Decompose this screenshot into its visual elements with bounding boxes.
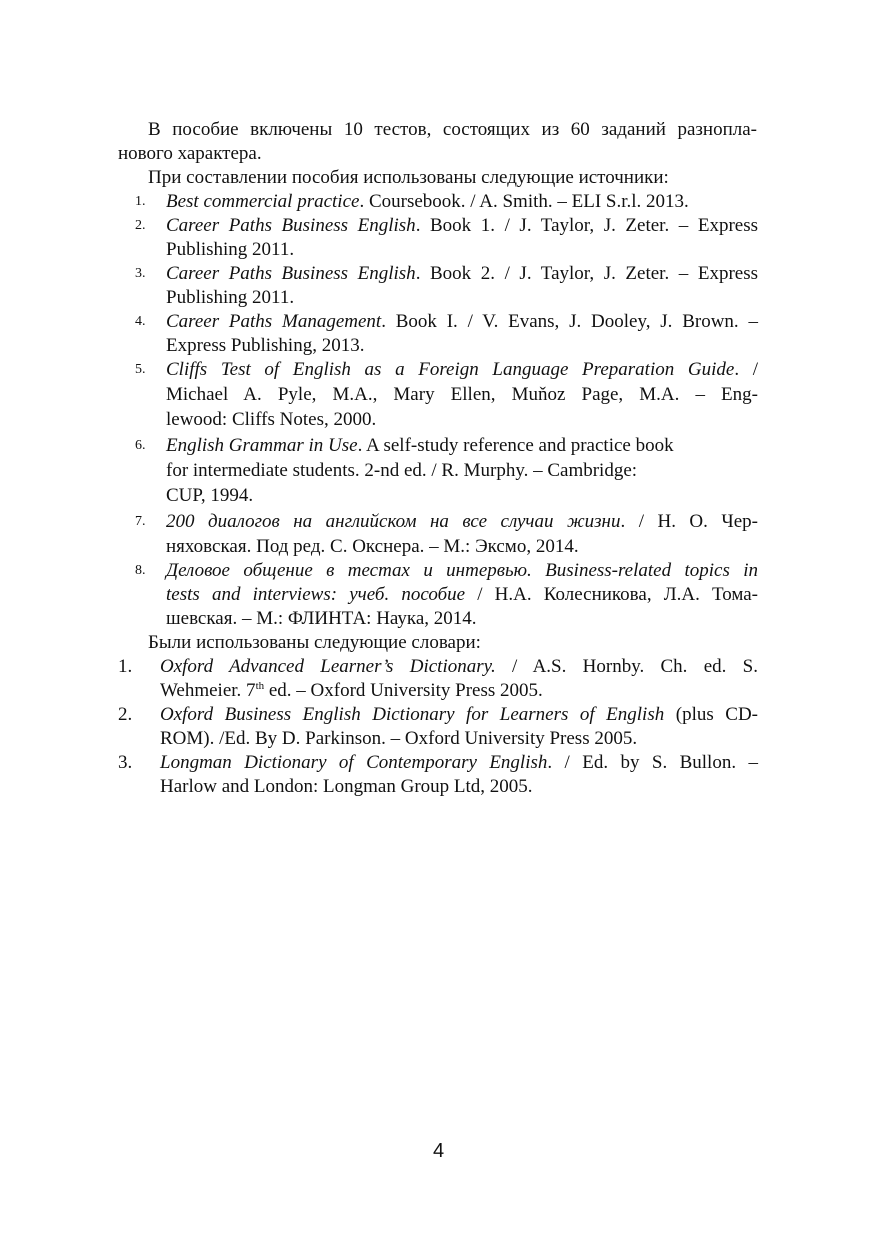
list-item-continuation: CUP, 1994. bbox=[166, 485, 254, 506]
list-item-continuation: Publishing 2011. bbox=[166, 287, 295, 308]
list-item-text: Best commercial practice. Coursebook. / A. Smith. – ELI S.r.l. 2013. bbox=[166, 191, 689, 212]
list-item-number: 2. bbox=[135, 218, 146, 233]
list-item-continuation: ROM). /Ed. By D. Parkinson. – Oxford University Press 2005. bbox=[160, 728, 638, 749]
list-item-text: 200 диалогов на английском на все случаи жизни. / Н. О. Чер- bbox=[166, 511, 758, 532]
list-item-text: Career Paths Management. Book I. / V. Evans, J. Dooley, J. Brown. – bbox=[166, 311, 758, 332]
sources-heading: При составлении пособия использованы следующие источники: bbox=[148, 167, 669, 188]
list-item-continuation: tests and interviews: учеб. пособие / Н.А. Колесникова, Л.А. Тома- bbox=[166, 584, 758, 605]
list-item-text: Career Paths Business English. Book 2. / J. Taylor, J. Zeter. – Express bbox=[166, 263, 758, 284]
list-item-number: 3. bbox=[118, 752, 133, 773]
list-item-continuation: Wehmeier. 7th ed. – Oxford University Press 2005. bbox=[160, 680, 543, 701]
list-item-continuation: Publishing 2011. bbox=[166, 239, 295, 260]
list-item-text: Oxford Business English Dictionary for Learners of English (plus CD- bbox=[160, 704, 758, 725]
list-item-text: Longman Dictionary of Contemporary English. / Ed. by S. Bullon. – bbox=[160, 752, 758, 773]
list-item-number: 4. bbox=[135, 314, 146, 329]
list-item-number: 7. bbox=[135, 514, 146, 529]
intro-line-2: нового характера. bbox=[118, 143, 262, 164]
list-item-continuation: шевская. – М.: ФЛИНТА: Наука, 2014. bbox=[166, 608, 477, 629]
dictionaries-heading: Были использованы следующие словари: bbox=[148, 632, 481, 653]
list-item-number: 6. bbox=[135, 438, 146, 453]
list-item-text: English Grammar in Use. A self-study reference and practice book bbox=[166, 435, 674, 456]
list-item-continuation: няховская. Под ред. С. Окснера. – М.: Эксмо, 2014. bbox=[166, 536, 579, 557]
list-item-number: 1. bbox=[135, 194, 146, 209]
page-number: 4 bbox=[432, 1140, 445, 1162]
list-item-continuation: Harlow and London: Longman Group Ltd, 2005. bbox=[160, 776, 533, 797]
list-item-number: 8. bbox=[135, 563, 146, 578]
list-item-number: 3. bbox=[135, 266, 146, 281]
list-item-text: Cliffs Test of English as a Foreign Language Preparation Guide. / bbox=[166, 359, 758, 380]
list-item-text: Career Paths Business English. Book 1. / J. Taylor, J. Zeter. – Express bbox=[166, 215, 758, 236]
list-item-continuation: for intermediate students. 2-nd ed. / R. Murphy. – Cambridge: bbox=[166, 460, 638, 481]
list-item-text: Oxford Advanced Learner’s Dictionary. / A.S. Hornby. Ch. ed. S. bbox=[160, 656, 758, 677]
list-item-continuation: Express Publishing, 2013. bbox=[166, 335, 365, 356]
list-item-continuation: lewood: Cliffs Notes, 2000. bbox=[166, 409, 377, 430]
list-item-continuation: Michael A. Pyle, M.A., Mary Ellen, Muňoz Page, M.A. – Eng- bbox=[166, 384, 758, 405]
list-item-text: Деловое общение в тестах и интервью. Business-related topics in bbox=[166, 560, 758, 581]
list-item-number: 5. bbox=[135, 362, 146, 377]
list-item-number: 1. bbox=[118, 656, 133, 677]
list-item-number: 2. bbox=[118, 704, 133, 725]
intro-line-1: В пособие включены 10 тестов, состоящих из 60 заданий разнопла- bbox=[148, 119, 757, 140]
